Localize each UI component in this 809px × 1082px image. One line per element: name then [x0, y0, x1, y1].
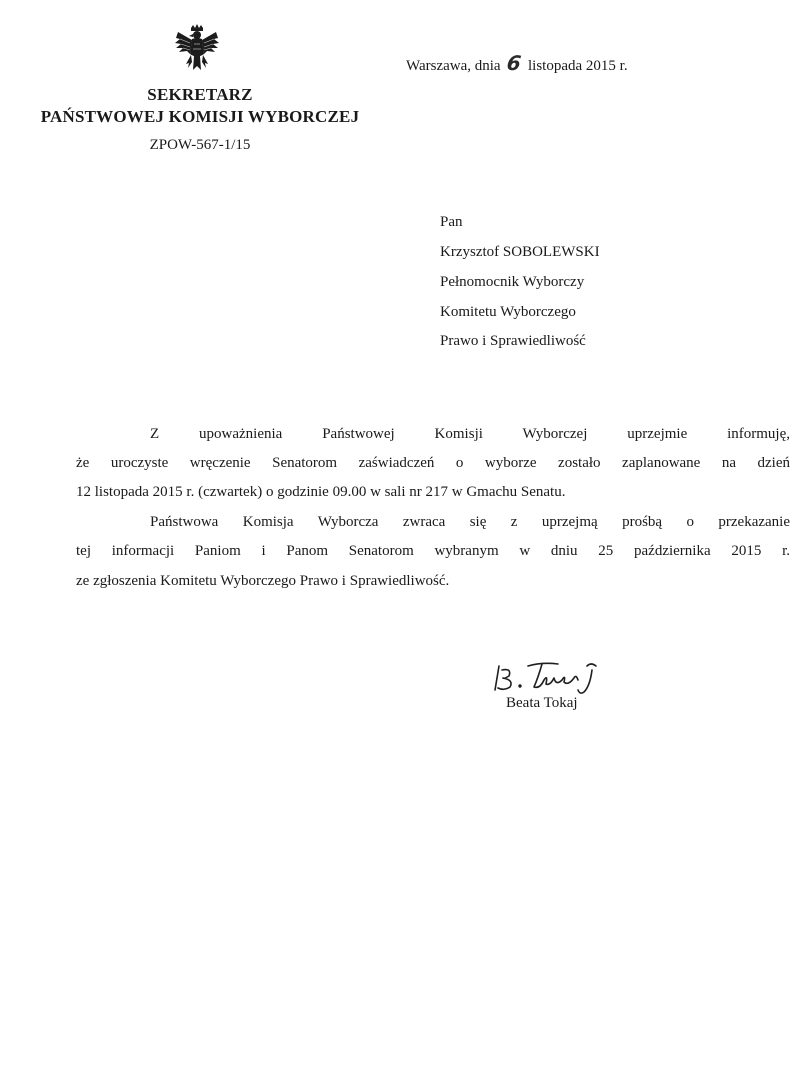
recipient-committee: Komitetu Wyborczego: [440, 304, 576, 320]
paragraph-1-line: 12 listopada 2015 r. (czwartek) o godzinie 09.00 w sali nr 217 w Gmachu Senatu.: [76, 484, 566, 500]
paragraph-1-line: że uroczyste wręczenie Senatorom zaświadczeń o wyborze zostało zaplanowane na dzień: [76, 455, 790, 471]
paragraph-2-line: tej informacji Paniom i Panom Senatorom wybranym w dniu 25 października 2015 r.: [76, 543, 790, 559]
date-suffix: listopada 2015 r.: [528, 58, 628, 74]
date-day-handwritten: 6: [505, 51, 523, 75]
handwritten-signature: [490, 656, 610, 696]
recipient-name: Krzysztof SOBOLEWSKI: [440, 244, 600, 260]
paragraph-2-line: ze zgłoszenia Komitetu Wyborczego Prawo i Sprawiedliwość.: [76, 573, 450, 589]
reference-number: ZPOW-567-1/15: [149, 137, 251, 153]
recipient-party: Prawo i Sprawiedliwość: [440, 333, 586, 349]
polish-eagle-icon: [174, 24, 220, 72]
paragraph-1-line: Z upoważnienia Państwowej Komisji Wyborczej uprzejmie informuję,: [150, 426, 790, 442]
issuer-institution: PAŃSTWOWEJ KOMISJI WYBORCZEJ: [40, 107, 360, 126]
recipient-salutation: Pan: [440, 214, 463, 230]
recipient-role: Pełnomocnik Wyborczy: [440, 274, 585, 290]
signer-name: Beata Tokaj: [506, 695, 578, 711]
place-and-date: [406, 51, 628, 75]
date-prefix: Warszawa, dnia: [406, 58, 501, 74]
paragraph-2-line: Państwowa Komisja Wyborcza zwraca się z uprzejmą prośbą o przekazanie: [150, 514, 790, 530]
issuer-title: SEKRETARZ: [147, 85, 253, 104]
